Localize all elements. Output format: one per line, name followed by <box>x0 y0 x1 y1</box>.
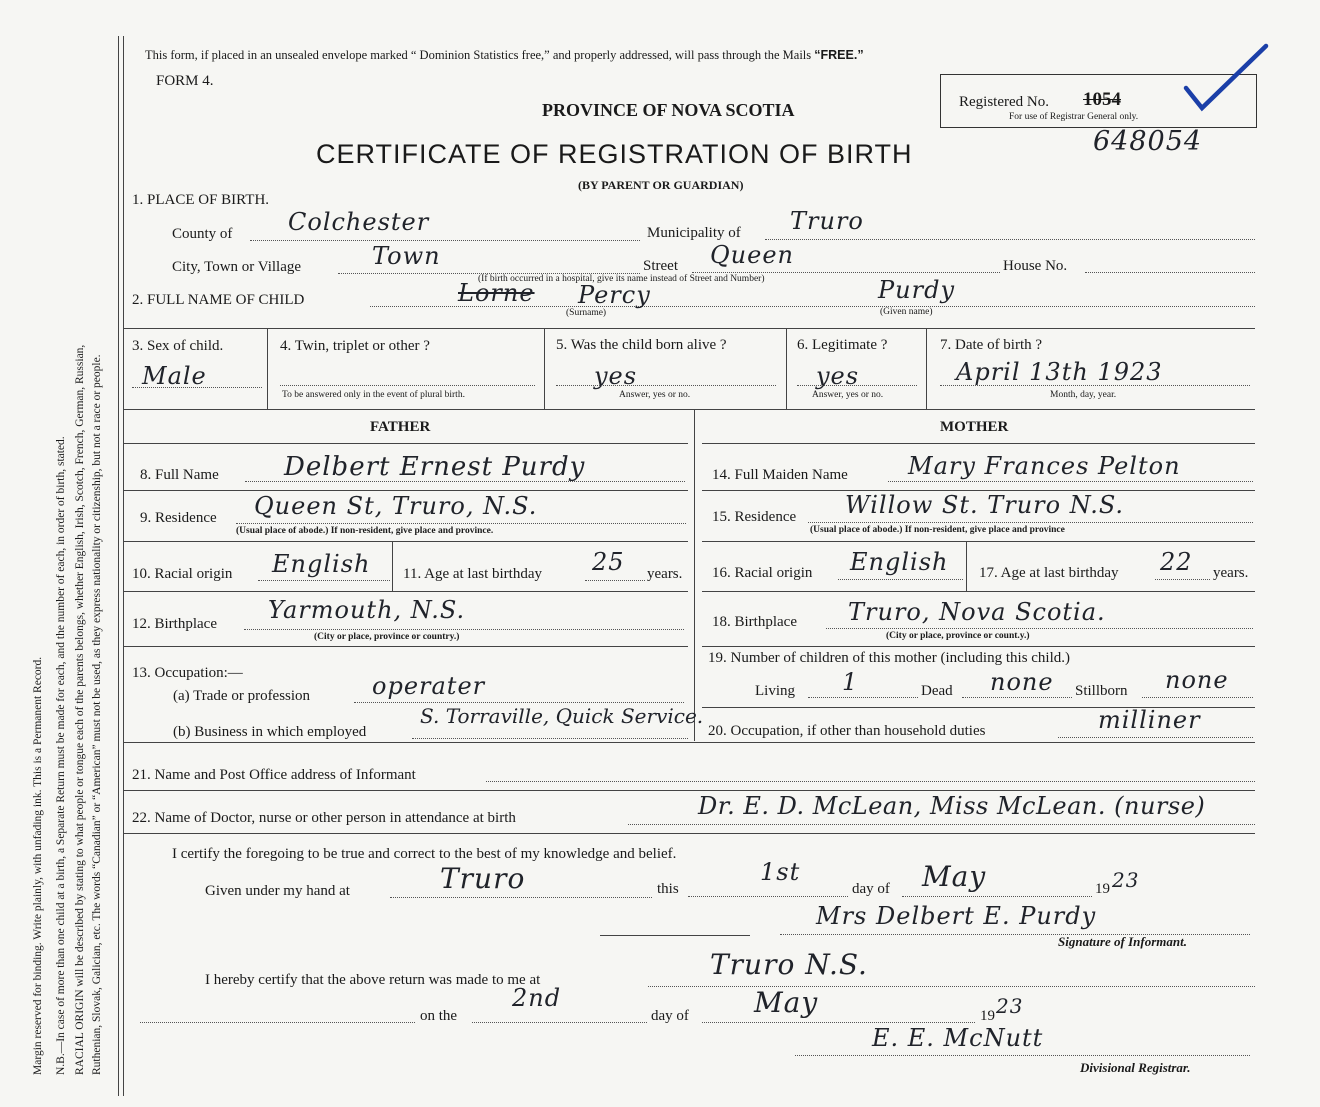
child-name-struck: Lorne <box>458 279 535 307</box>
child-given-name: Percy <box>578 281 651 309</box>
side-note-1: Margin reserved for binding. Write plainly, with unfading ink. This is a Permanent Record. <box>32 656 44 1075</box>
province-title: PROVINCE OF NOVA SCOTIA <box>542 100 795 120</box>
father-name-label: 8. Full Name <box>140 467 219 483</box>
parent-divider <box>694 409 695 741</box>
alive-dots <box>556 385 776 386</box>
day-dots <box>688 896 848 897</box>
mother-occ-label: 20. Occupation, if other than household duties <box>708 723 986 739</box>
mother-bp-dots <box>826 628 1253 629</box>
registered-label: Registered No. <box>959 94 1049 110</box>
city-value: Town <box>372 242 441 270</box>
dob-value: April 13th 1923 <box>956 358 1163 386</box>
father-bp-label: 12. Birthplace <box>132 616 217 632</box>
side-note-4: Ruthenian, Slovak, Galician, etc. The words “Canadian” or “American” must not be used, as they express nationality or citizenship, but not a race or people. <box>91 354 103 1075</box>
given-place: Truro <box>440 862 526 895</box>
mother-occ-dots <box>1058 737 1253 738</box>
reg-month: May <box>754 986 819 1019</box>
sex-dots <box>132 387 262 388</box>
business-value: S. Torraville, Quick Service. <box>420 704 704 728</box>
registrar-sig-dots <box>795 1055 1250 1056</box>
living-value: 1 <box>842 668 859 696</box>
father-years: years. <box>647 566 683 582</box>
col-div-2 <box>544 328 545 409</box>
dob-label: 7. Date of birth ? <box>940 337 1043 353</box>
checkmark-icon <box>1180 40 1275 120</box>
informant-signature: Mrs Delbert E. Purdy <box>816 902 1097 930</box>
reg-month-dots <box>702 1022 975 1023</box>
father-bp-note: (City or place, province or country.) <box>314 632 460 642</box>
legit-dots <box>797 385 917 386</box>
dob-note: Month, day, year. <box>1050 390 1117 400</box>
mother-racial-dots <box>838 579 963 580</box>
twin-label: 4. Twin, triplet or other ? <box>280 338 430 354</box>
father-rule-3 <box>123 541 688 542</box>
dob-dots <box>940 385 1250 386</box>
mother-rule-4 <box>702 591 1255 592</box>
reg-day-of-label: day of <box>651 1008 689 1024</box>
mother-rule-1 <box>702 443 1255 444</box>
mother-age: 22 <box>1160 548 1193 576</box>
on-the-lead-dots <box>140 1022 415 1023</box>
father-bp-dots <box>244 629 684 630</box>
father-rule-4 <box>123 591 688 592</box>
father-rule-5 <box>123 646 688 647</box>
living-label: Living <box>755 683 795 699</box>
city-label: City, Town or Village <box>172 259 302 275</box>
mother-res-label: 15. Residence <box>712 509 797 525</box>
informant-label: 21. Name and Post Office address of Informant <box>132 767 416 783</box>
father-racial-divider <box>392 541 393 591</box>
twin-dots <box>280 385 535 386</box>
twin-note: To be answered only in the event of plural birth. <box>282 390 465 400</box>
mother-res-dots <box>808 522 1253 523</box>
reg-day-dots <box>472 1022 647 1023</box>
informant-sig-caption: Signature of Informant. <box>1058 934 1187 949</box>
rule-parents-bottom <box>123 742 1255 743</box>
mother-rule-3 <box>702 541 1255 542</box>
house-dots <box>1085 272 1255 273</box>
still-label: Stillborn <box>1075 683 1128 699</box>
mother-age-dots <box>1155 579 1210 580</box>
mother-name-label: 14. Full Maiden Name <box>712 467 848 483</box>
street-dots <box>692 272 1000 273</box>
rule-top-row <box>123 328 1255 329</box>
mother-rule-5 <box>702 646 1255 647</box>
registered-number: 1054 <box>1083 89 1121 110</box>
father-res: Queen St, Truro, N.S. <box>254 492 538 520</box>
alive-value: yes <box>594 362 638 390</box>
father-res-label: 9. Residence <box>140 510 217 526</box>
living-dots <box>808 697 918 698</box>
doctor-dots <box>628 824 1255 825</box>
side-note-2: N.B.—In case of more than one child at a birth, a Separate Return must be made for each, and the number of each, in order of birth, stated. <box>55 436 67 1075</box>
given-place-dots <box>390 897 652 898</box>
cert-month: May <box>922 860 987 893</box>
registrar-caption: Divisional Registrar. <box>1080 1060 1191 1075</box>
on-the-label: on the <box>420 1008 458 1024</box>
father-racial-label: 10. Racial origin <box>132 566 233 582</box>
sex-label: 3. Sex of child. <box>132 338 224 354</box>
registrar-statement: I hereby certify that the above return was made to me at <box>205 972 541 988</box>
hospital-note: (If birth occurred in a hospital, give its name instead of Street and Number) <box>478 274 765 284</box>
cert-year: 23 <box>1112 868 1140 892</box>
municipality-dots <box>765 239 1255 240</box>
dead-label: Dead <box>921 683 953 699</box>
mother-bp-note: (City or place, province or count.y.) <box>886 631 1030 641</box>
col-div-4 <box>926 328 927 409</box>
margin-line <box>118 36 119 1096</box>
mother-occ: milliner <box>1098 706 1201 734</box>
doctor-label: 22. Name of Doctor, nurse or other person in attendance at birth <box>132 810 516 826</box>
father-age-dots <box>585 580 645 581</box>
street-label: Street <box>643 258 678 274</box>
children-label: 19. Number of children of this mother (including this child.) <box>708 650 1071 666</box>
form-number: FORM 4. <box>156 73 214 89</box>
handwritten-number: 648054 <box>1093 126 1203 157</box>
mail-notice <box>145 48 864 63</box>
given-label: Given under my hand at <box>205 883 350 899</box>
registrar-signature: E. E. McNutt <box>872 1024 1044 1052</box>
county-value: Colchester <box>288 208 430 236</box>
given-caption: (Given name) <box>880 307 933 317</box>
father-age: 25 <box>592 548 625 576</box>
dead-value: none <box>990 668 1054 696</box>
father-racial-dots <box>258 580 390 581</box>
page-title: CERTIFICATE OF REGISTRATION OF BIRTH <box>316 139 913 169</box>
alive-label: 5. Was the child born alive ? <box>556 337 727 353</box>
trade-value: operater <box>372 672 486 700</box>
sex-value: Male <box>142 362 207 390</box>
year-prefix: 19 <box>1095 881 1110 897</box>
municipality-label: Municipality of <box>647 225 741 241</box>
business-dots <box>412 738 688 739</box>
trade-dots <box>354 702 684 703</box>
still-value: none <box>1165 666 1229 694</box>
mail-free: “FREE.” <box>814 48 864 62</box>
margin-line-inner <box>123 36 124 1096</box>
registrar-place: Truro N.S. <box>710 948 868 981</box>
rule-doctor <box>123 833 1255 834</box>
doctor-value: Dr. E. D. McLean, Miss McLean. (nurse) <box>698 792 1206 820</box>
mother-heading: MOTHER <box>940 419 1009 435</box>
reg-year-prefix: 19 <box>980 1008 995 1024</box>
registrar-place-dots <box>648 986 1255 987</box>
mother-res-note: (Usual place of abode.) If non-resident, give place and province <box>810 525 1065 535</box>
mail-notice-text: This form, if placed in an unsealed envelope marked “ Dominion Statistics free,” and properly addressed, will pass through the Mails <box>145 48 815 62</box>
col-div-3 <box>786 328 787 409</box>
day-of-label: day of <box>852 881 890 897</box>
child-surname: Purdy <box>878 276 955 304</box>
reg-year: 23 <box>996 994 1024 1018</box>
rule-bottom-row <box>123 409 1255 410</box>
col-div-1 <box>267 328 268 409</box>
father-heading: FATHER <box>370 419 431 435</box>
mother-racial: English <box>850 548 949 576</box>
trade-label: (a) Trade or profession <box>173 688 311 704</box>
father-age-label: 11. Age at last birthday <box>403 566 542 582</box>
alive-note: Answer, yes or no. <box>619 390 691 400</box>
mother-bp: Truro, Nova Scotia. <box>848 598 1106 626</box>
legit-value: yes <box>816 362 860 390</box>
informant-dots <box>486 781 1255 782</box>
father-bp: Yarmouth, N.S. <box>268 596 466 624</box>
dead-dots <box>962 697 1072 698</box>
father-racial: English <box>272 550 371 578</box>
house-label: House No. <box>1003 258 1068 274</box>
county-label: County of <box>172 226 233 242</box>
county-dots <box>250 240 640 241</box>
mother-racial-label: 16. Racial origin <box>712 565 813 581</box>
father-rule-2 <box>123 490 688 491</box>
mother-racial-divider <box>966 541 967 591</box>
cert-day: 1st <box>760 858 801 886</box>
this-label: this <box>657 881 679 897</box>
mother-bp-label: 18. Birthplace <box>712 614 797 630</box>
father-name: Delbert Ernest Purdy <box>284 452 586 482</box>
mother-name: Mary Frances Pelton <box>908 452 1181 480</box>
street-value: Queen <box>710 241 794 269</box>
registrar-note: For use of Registrar General only. <box>1009 112 1139 122</box>
father-rule-1 <box>123 443 688 444</box>
legit-note: Answer, yes or no. <box>812 390 884 400</box>
still-dots <box>1142 697 1253 698</box>
father-occ-label: 13. Occupation:— <box>132 665 243 681</box>
rule-informant <box>123 790 1255 791</box>
mother-age-label: 17. Age at last birthday <box>979 565 1119 581</box>
month-dots <box>902 896 1092 897</box>
mother-res: Willow St. Truro N.S. <box>845 491 1125 519</box>
father-res-dots <box>236 523 686 524</box>
reg-day: 2nd <box>512 984 562 1012</box>
page-subtitle: (BY PARENT OR GUARDIAN) <box>578 178 744 192</box>
surname-caption: (Surname) <box>566 308 607 318</box>
legit-label: 6. Legitimate ? <box>797 337 888 353</box>
certify-statement: I certify the foregoing to be true and correct to the best of my knowledge and belief. <box>172 846 677 862</box>
place-label: 1. PLACE OF BIRTH. <box>132 192 270 208</box>
child-name-label: 2. FULL NAME OF CHILD <box>132 292 305 308</box>
mother-name-dots <box>888 481 1253 482</box>
short-rule <box>600 935 750 936</box>
municipality-value: Truro <box>790 207 864 235</box>
business-label: (b) Business in which employed <box>173 724 367 740</box>
mother-years: years. <box>1213 565 1249 581</box>
side-note-3: RACIAL ORIGIN will be described by stating to what people or tongue each of the parents belongs, whether English, Irish, Scotch, French, German, Russian, <box>74 344 86 1075</box>
father-res-note: (Usual place of abode.) If non-resident, give place and province. <box>236 526 494 536</box>
